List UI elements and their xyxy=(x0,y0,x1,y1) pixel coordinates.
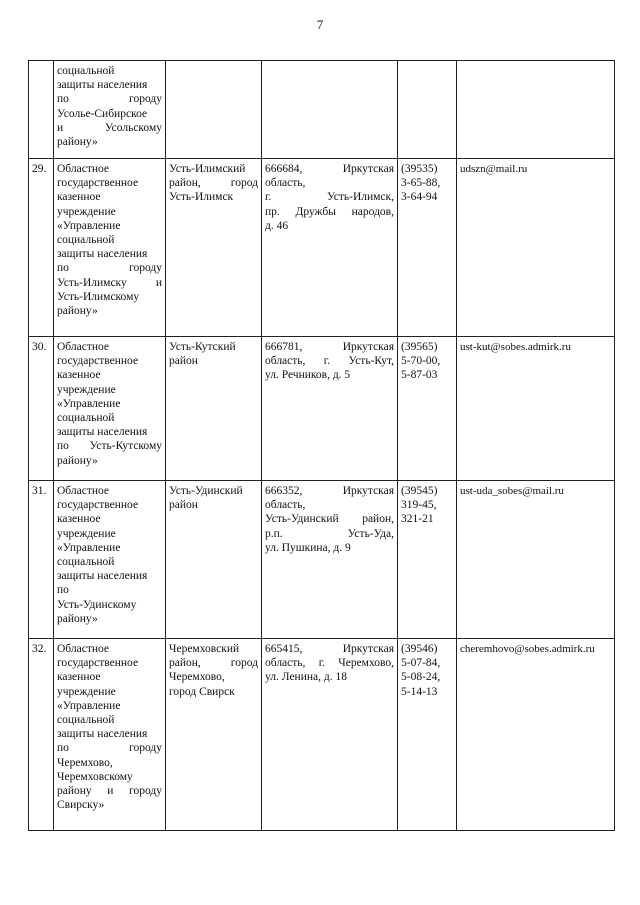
institution-name xyxy=(54,639,166,831)
cell-line: учреждение xyxy=(57,527,116,540)
cell-line: 5-08-24, xyxy=(401,671,441,684)
cell-line: социальной xyxy=(57,234,115,247)
cell-line: социальной xyxy=(57,556,115,569)
service-area xyxy=(166,481,262,639)
cell-word: Усть-Илимск, xyxy=(326,191,394,204)
cell-line: (39565) xyxy=(401,341,438,353)
cell-line: Усть-Илимский xyxy=(169,163,246,175)
cell-line xyxy=(57,741,162,755)
service-area xyxy=(166,337,262,481)
cell-line: «Управление xyxy=(57,397,121,410)
email-address: udszn@mail.ru xyxy=(457,159,615,337)
cell-line: социальной xyxy=(57,714,115,727)
cell-line xyxy=(57,261,162,275)
phone-numbers xyxy=(398,639,457,831)
cell-line xyxy=(169,176,258,190)
cell-line: государственное xyxy=(57,499,139,512)
email-address: ust-kut@sobes.admirk.ru xyxy=(457,337,615,481)
cell-word: району xyxy=(57,785,92,798)
cell-line: 5-07-84, xyxy=(401,657,441,670)
cell-word: Усть-Кут, xyxy=(348,355,394,368)
cell-word: 666684, xyxy=(265,163,303,175)
cell-line: казенное xyxy=(57,671,101,684)
phone-numbers xyxy=(398,159,457,337)
table-row xyxy=(29,159,615,337)
cell-line: району» xyxy=(57,136,98,149)
cell-line xyxy=(265,340,394,354)
cell-line xyxy=(57,92,162,106)
service-area xyxy=(166,159,262,337)
cell-line: «Управление xyxy=(57,699,121,712)
cell-line xyxy=(57,784,162,798)
cell-line: Областное xyxy=(57,485,109,497)
institution-name xyxy=(54,481,166,639)
cell-line: «Управление xyxy=(57,219,121,232)
cell-line: казенное xyxy=(57,191,101,204)
cell-word: р.п. xyxy=(265,527,283,540)
row-number: 32. xyxy=(29,639,54,831)
cell-line: Усть-Илимскому xyxy=(57,290,140,303)
cell-line: район xyxy=(169,355,198,368)
cell-line: защиты населения xyxy=(57,426,148,439)
service-area xyxy=(166,639,262,831)
cell-line: Областное xyxy=(57,643,109,655)
cell-line: государственное xyxy=(57,657,139,670)
phone-numbers xyxy=(398,481,457,639)
cell-line: ул. Пушкина, д. 9 xyxy=(265,541,351,554)
cell-word: район, xyxy=(362,513,394,526)
cell-line: ул. Речников, д. 5 xyxy=(265,369,351,382)
num-cell xyxy=(29,61,54,159)
cell-word: область, xyxy=(265,657,306,670)
cell-word: Усть-Удинский xyxy=(265,513,339,526)
cell-word: по xyxy=(57,440,69,453)
cell-line: 5-70-00, xyxy=(401,355,441,368)
cell-word: Усольскому xyxy=(104,121,162,134)
table-row-continuation xyxy=(29,61,615,159)
cell-word: Иркутская xyxy=(342,485,394,497)
cell-line: 3-64-94 xyxy=(401,191,438,204)
institution-name xyxy=(54,337,166,481)
cell-word: и xyxy=(57,121,64,134)
cell-line: Усть-Удинскому xyxy=(57,598,137,611)
cell-line: (39535) xyxy=(401,163,438,175)
cell-line: району» xyxy=(57,612,98,625)
cell-line: социальной xyxy=(57,65,115,77)
page-number: 7 xyxy=(316,17,324,32)
cell-word: 666352, xyxy=(265,485,303,497)
cell-line: Черемхово, xyxy=(169,671,225,684)
cell-line: казенное xyxy=(57,513,101,526)
cell-line: району» xyxy=(57,305,98,318)
cell-line: защиты населения xyxy=(57,79,148,92)
postal-address xyxy=(262,337,398,481)
phone-cell xyxy=(398,61,457,159)
row-number: 31. xyxy=(29,481,54,639)
cell-line: казенное xyxy=(57,369,101,382)
cell-line: «Управление xyxy=(57,541,121,554)
name-cell xyxy=(54,61,166,159)
cell-line: 3-65-88, xyxy=(401,177,441,190)
cell-line xyxy=(265,527,394,541)
cell-line xyxy=(265,354,394,368)
cell-line xyxy=(169,656,258,670)
cell-word: г. xyxy=(323,355,331,368)
cell-word: Иркутская xyxy=(342,163,394,175)
cell-line: (39546) xyxy=(401,643,438,655)
cell-line: область, xyxy=(265,499,306,512)
row-number: 30. xyxy=(29,337,54,481)
cell-line: 319-45, xyxy=(401,499,437,512)
area-cell xyxy=(166,61,262,159)
postal-address xyxy=(262,639,398,831)
cell-word: область, xyxy=(265,355,306,368)
table-row xyxy=(29,639,615,831)
cell-line: Черемховский xyxy=(169,643,240,655)
cell-line: защиты населения xyxy=(57,728,148,741)
cell-word: народов, xyxy=(351,205,394,218)
cell-line: район xyxy=(169,499,198,512)
cell-line: Свирску» xyxy=(57,799,105,812)
cell-line: город Свирск xyxy=(169,685,235,698)
cell-line: Областное xyxy=(57,341,109,353)
cell-line xyxy=(265,656,394,670)
cell-word: по xyxy=(57,93,69,106)
cell-line: ул. Ленина, д. 18 xyxy=(265,671,347,684)
cell-line xyxy=(265,205,394,219)
cell-line xyxy=(57,121,162,135)
cell-word: город xyxy=(230,657,258,670)
cell-word: по xyxy=(57,742,69,755)
cell-word: Иркутская xyxy=(342,643,394,655)
cell-word: Черемхово, xyxy=(338,657,394,670)
cell-line: д. 46 xyxy=(265,219,289,232)
cell-word: г. xyxy=(318,657,325,670)
cell-line: 5-14-13 xyxy=(401,685,438,698)
cell-word: Иркутская xyxy=(342,341,394,353)
institution-name xyxy=(54,159,166,337)
cell-line: району» xyxy=(57,454,98,467)
cell-line xyxy=(57,276,162,290)
table-row xyxy=(29,337,615,481)
cell-word: Дружбы xyxy=(295,205,336,218)
cell-word: и xyxy=(107,785,114,798)
cell-word: район, xyxy=(169,657,201,670)
cell-line xyxy=(265,190,394,204)
cell-line: 5-87-03 xyxy=(401,369,438,382)
postal-address xyxy=(262,481,398,639)
cell-word: город xyxy=(230,177,258,190)
cell-line: Усть-Удинский xyxy=(169,485,243,497)
cell-line xyxy=(265,642,394,656)
cell-word: по xyxy=(57,262,69,275)
cell-line: государственное xyxy=(57,177,139,190)
cell-word: Усть-Илимску xyxy=(57,276,127,289)
cell-line: (39545) xyxy=(401,485,438,497)
cell-word: район, xyxy=(169,177,201,190)
cell-line: Областное xyxy=(57,163,109,175)
address-cell xyxy=(262,61,398,159)
cell-line: учреждение xyxy=(57,383,116,396)
cell-word: пр. xyxy=(265,205,280,218)
row-number: 29. xyxy=(29,159,54,337)
cell-word: городу xyxy=(129,262,162,275)
cell-line: Черемховскому xyxy=(57,770,133,783)
cell-word: 665415, xyxy=(265,643,303,655)
cell-word: городу xyxy=(129,742,162,755)
cell-line: учреждение xyxy=(57,205,116,218)
cell-word: Усть-Кутскому xyxy=(89,440,162,453)
cell-line: Черемхово, xyxy=(57,756,113,769)
table-row xyxy=(29,481,615,639)
cell-line: социальной xyxy=(57,412,115,425)
email-address: ust-uda_sobes@mail.ru xyxy=(457,481,615,639)
email-address: cheremhovo@sobes.admirk.ru xyxy=(457,639,615,831)
cell-word: 666781, xyxy=(265,341,303,353)
phone-numbers xyxy=(398,337,457,481)
cell-word: городу xyxy=(129,785,162,798)
cell-line: 321-21 xyxy=(401,513,434,526)
institutions-table xyxy=(28,60,615,831)
cell-line xyxy=(265,484,394,498)
cell-line: Усть-Илимск xyxy=(169,191,234,204)
cell-line: Усть-Кутский xyxy=(169,341,236,353)
cell-line: государственное xyxy=(57,355,139,368)
cell-word: г. xyxy=(265,191,272,204)
cell-line: защиты населения xyxy=(57,248,148,261)
cell-line: область, xyxy=(265,177,306,190)
cell-word: и xyxy=(155,276,162,289)
cell-line xyxy=(265,512,394,526)
cell-line: защиты населения xyxy=(57,570,148,583)
cell-word: городу xyxy=(129,93,162,106)
cell-line: по xyxy=(57,584,69,597)
cell-word: Усть-Уда, xyxy=(347,527,394,540)
email-cell xyxy=(457,61,615,159)
postal-address xyxy=(262,159,398,337)
cell-line: Усолье-Сибирское xyxy=(57,107,148,120)
cell-line xyxy=(57,439,162,453)
cell-line xyxy=(265,162,394,176)
cell-line: учреждение xyxy=(57,685,116,698)
